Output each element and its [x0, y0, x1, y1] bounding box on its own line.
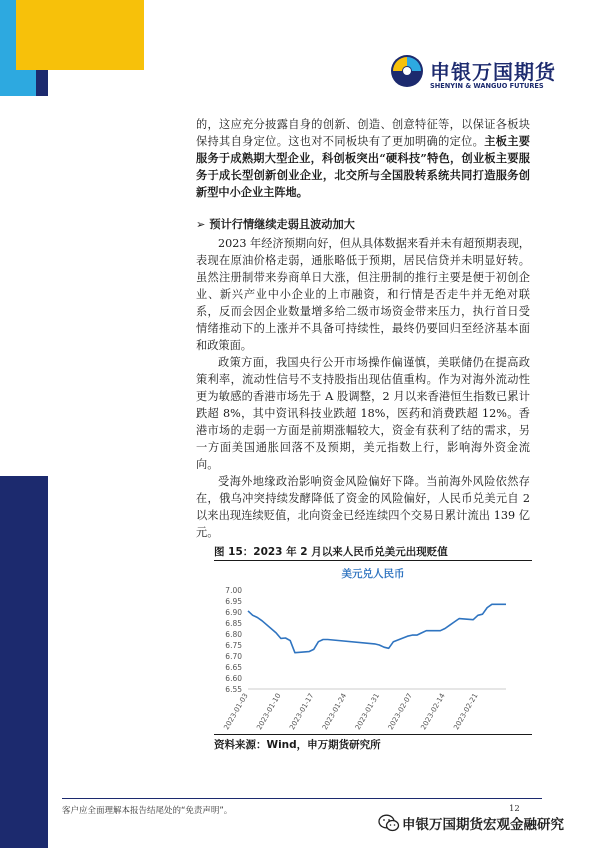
- subheading-text: 预计行情继续走弱且波动加大: [209, 218, 355, 231]
- yellow-block: [16, 0, 144, 70]
- y-tick-label: 6.55: [225, 685, 242, 694]
- footer-rule: [62, 798, 542, 799]
- paragraph-policy: 政策方面，我国央行公开市场操作偏谨慎，美联储仍在提高政策利率，流动性信号不支持股指出现估值重构。作为对海外流动性更为敏感的香港市场先于 A 股调整，2 月以来香港恒生指数已累计跌超 8%，其中资讯科技业跌超 18%，医药和消费跌超 12%。香港市场的走弱一方面是前期涨幅较大，资金有获利了结的需求，另一方面美国通胀回落不及预期，美元指数上行，影响海外资金流向。: [196, 356, 530, 471]
- report-body: [196, 116, 530, 541]
- y-tick-label: 6.70: [225, 652, 242, 661]
- company-logo: [390, 52, 570, 96]
- figure-caption: 图 15：2023 年 2 月以来人民币兑美元出现贬值: [214, 546, 448, 558]
- logo-chinese-name: 申银万国期货: [430, 60, 556, 84]
- paragraph-geopolitics: 受海外地缘政治影响资金风险偏好下降。当前海外风险依然存在，俄乌冲突持续发酵降低了资金的风险偏好，人民币兑美元自 2 以来出现连续贬值，北向资金已经连续四个交易日累计流出 139 亿元。: [196, 475, 530, 539]
- paragraph-bold-text: 主板主要服务于成熟期大型企业，科创板突出“硬科技”特色，创业板主要服务于成长型创新创业企业，北交所与全国股转系统共同打造服务创新型中小企业主阵地。: [196, 134, 530, 199]
- y-tick-label: 6.65: [225, 663, 242, 672]
- y-axis-ticks: [225, 586, 242, 694]
- paragraph-text: 的，这应充分披露自身的创新、创造、创意特征等，以保证各板块保持其自身定位。这也对不同板块有了更加明确的定位。: [196, 118, 530, 148]
- x-tick-label: 2023-01-17: [288, 692, 316, 732]
- x-tick-label: 2023-01-10: [255, 692, 283, 732]
- page-number: 12: [509, 804, 520, 814]
- figure-source: 资料来源：Wind，申万期货研究所: [214, 739, 381, 751]
- arrow-bullet-icon: ➢: [196, 218, 206, 231]
- left-decorative-bar: [0, 0, 48, 848]
- y-tick-label: 7.00: [225, 586, 242, 595]
- white-cutout: [0, 96, 48, 476]
- usd-cny-line-chart: [214, 562, 532, 732]
- y-tick-label: 6.90: [225, 608, 242, 617]
- chart-title: 美元兑人民币: [341, 568, 405, 580]
- logo-mark-icon: [390, 54, 424, 88]
- y-tick-label: 6.75: [225, 641, 242, 650]
- paragraph-economy: 2023 年经济预期向好，但从具体数据来看并未有超预期表现，表现在原油价格走弱，通胀略低于预期，居民信贷并未明显好转。虽然注册制带来券商单日大涨，但注册制的推行主要是便于初创企业、新兴产业中小企业的上市融资，和行情是否走牛并无绝对联系，反而会因企业数量增多给二级市场资金带来压力，执行首日受情绪推动下的上涨并不具备可持续性，最终仍要回归至经济基本面和政策面。: [196, 237, 530, 352]
- y-tick-label: 6.95: [225, 597, 242, 606]
- y-tick-label: 6.85: [225, 619, 242, 628]
- x-tick-label: 2023-02-14: [419, 692, 447, 732]
- wechat-icon: [378, 814, 400, 832]
- footer-disclaimer: 客户应全面理解本报告结尾处的“免责声明”。: [62, 806, 233, 816]
- x-tick-label: 2023-02-21: [452, 692, 480, 732]
- x-axis-ticks: [222, 692, 479, 732]
- logo-english-name: SHENYIN & WANGUO FUTURES: [430, 82, 544, 90]
- x-tick-label: 2023-01-03: [222, 692, 250, 732]
- watermark-text: 申银万国期货宏观金融研究: [402, 816, 564, 833]
- figure-top-rule: [214, 560, 532, 561]
- y-tick-label: 6.80: [225, 630, 242, 639]
- figure-bottom-rule: [214, 734, 532, 735]
- x-tick-label: 2023-01-31: [353, 692, 382, 732]
- paragraph-board-positioning: [196, 116, 530, 201]
- x-tick-label: 2023-01-24: [320, 692, 349, 732]
- wechat-watermark: [378, 812, 564, 836]
- section-subheading: [196, 216, 530, 233]
- y-tick-label: 6.60: [225, 674, 242, 683]
- x-tick-label: 2023-02-07: [386, 692, 414, 732]
- usd-cny-series-line: [248, 604, 506, 652]
